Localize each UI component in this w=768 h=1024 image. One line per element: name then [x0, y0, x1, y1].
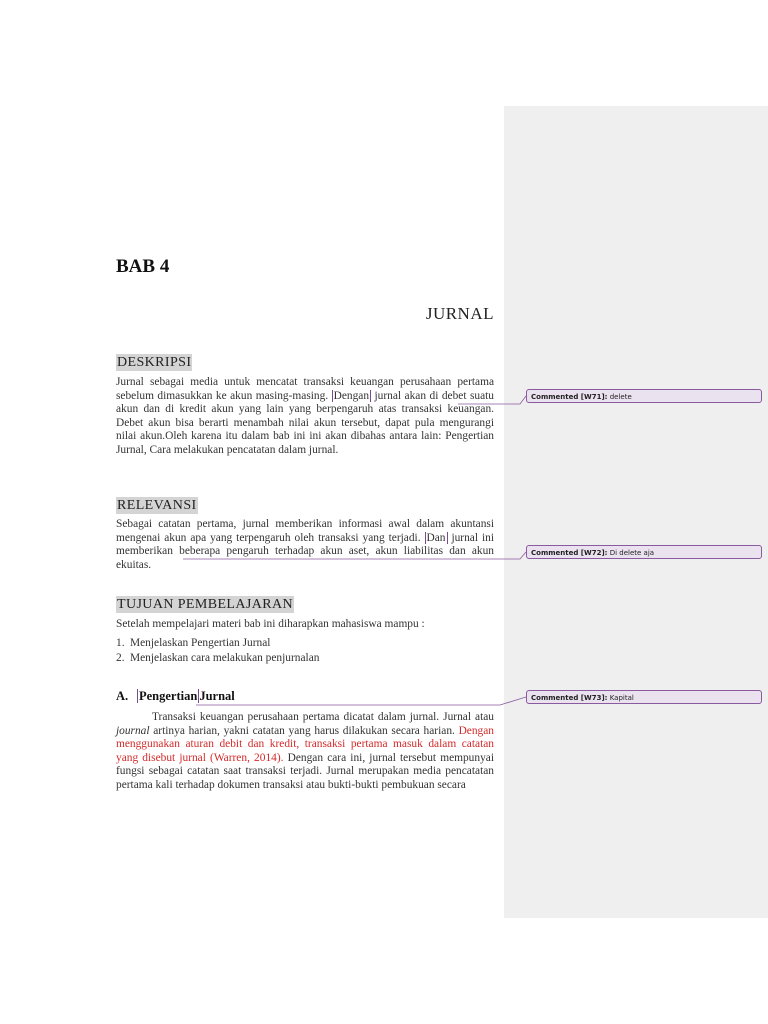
list-item	[116, 651, 494, 666]
paragraph-text: Transaksi keuangan perusahaan pertama dicatat dalam jurnal. Jurnal atau	[152, 711, 494, 723]
comment-text: Kapital	[609, 694, 634, 702]
section-heading-relevansi: RELEVANSI	[117, 498, 197, 513]
comment-balloon-w72[interactable]	[526, 545, 762, 559]
red-highlighted-text: Dengan menggunakan aturan debit dan kredit, transaksi pertama masuk dalam catatan yang disebut jurnal (Warren, 2014).	[116, 724, 494, 764]
comment-tag: Commented [W72]:	[531, 549, 608, 557]
paragraph-text: jurnal akan di debet suatu akun dan di kredit akun yang lain yang berpengaruh atas transaksi keuangan. Debet akun bisa berarti menambah nilai akun tersebut, dapat pula mengurangi nilai akun.Oleh karena itu dalam bab ini ini akan dibahas antara lain: Pengertian Jurnal, Cara melakukan pencatatan dalam jurnal.	[116, 389, 494, 456]
list-text: Menjelaskan cara melakukan penjurnalan	[130, 651, 320, 664]
list-number: 1.	[116, 637, 125, 649]
comment-tag: Commented [W73]:	[531, 694, 608, 702]
italic-term: journal	[116, 724, 150, 737]
comment-margin-pane	[504, 106, 768, 918]
connector-w73	[196, 697, 526, 705]
section-heading-tujuan: TUJUAN PEMBELAJARAN	[117, 597, 293, 612]
tujuan-intro: Setelah mempelajari materi bab ini diharapkan mahasiswa mampu :	[116, 618, 425, 630]
paragraph-text: artinya harian, yakni catatan yang harus dilakukan secara harian.	[149, 724, 459, 737]
list-text: Menjelaskan Pengertian Jurnal	[130, 637, 271, 649]
comment-balloon-w71[interactable]	[526, 389, 762, 403]
paragraph-text: Jurnal sebagai media untuk mencatat transaksi keuangan perusahaan pertama sebelum dimasukkan ke akun masing-masing.	[116, 376, 494, 402]
chapter-number: BAB 4	[116, 256, 170, 277]
subsection-letter: A.	[116, 689, 129, 703]
comment-balloon-w73[interactable]	[526, 690, 762, 704]
paragraph-text: jurnal ini memberikan beberapa pengaruh terhadap akun aset, akun liabilitas dan akun ekuitas.	[116, 531, 494, 571]
comment-anchor-w73[interactable]: Pengertian	[139, 689, 198, 703]
comment-tag: Commented [W71]:	[531, 393, 608, 401]
list-number: 2.	[116, 651, 125, 664]
paragraph-text: Dengan cara ini, jurnal tersebut mempunyai fungsi sebagai catatan saat transaksi terjadi. Jurnal merupakan media pencatatan pertama kali terhadap dokumen transaksi atau bukti-bukti pembukuan secara	[116, 751, 494, 791]
chapter-title: JURNAL	[425, 304, 494, 323]
comment-anchor-w72[interactable]: Dan	[426, 531, 446, 544]
paragraph-deskripsi[interactable]	[116, 376, 494, 457]
comment-text: Di delete aja	[609, 549, 655, 557]
paragraph-pengertian-jurnal[interactable]	[116, 711, 494, 792]
subsection-title-word: Jurnal	[199, 689, 235, 703]
list-item	[116, 636, 494, 651]
paragraph-relevansi[interactable]	[116, 518, 494, 572]
comment-text: delete	[609, 393, 632, 401]
learning-goals-list	[116, 636, 494, 665]
section-heading-deskripsi: DESKRIPSI	[117, 355, 192, 370]
subsection-heading-a	[116, 689, 235, 704]
paragraph-text: Sebagai catatan pertama, jurnal memberikan informasi awal dalam akuntansi mengenai akun apa yang terpengaruh oleh transaksi yang terjadi.	[116, 518, 494, 544]
comment-anchor-w71[interactable]: Dengan	[333, 389, 370, 402]
